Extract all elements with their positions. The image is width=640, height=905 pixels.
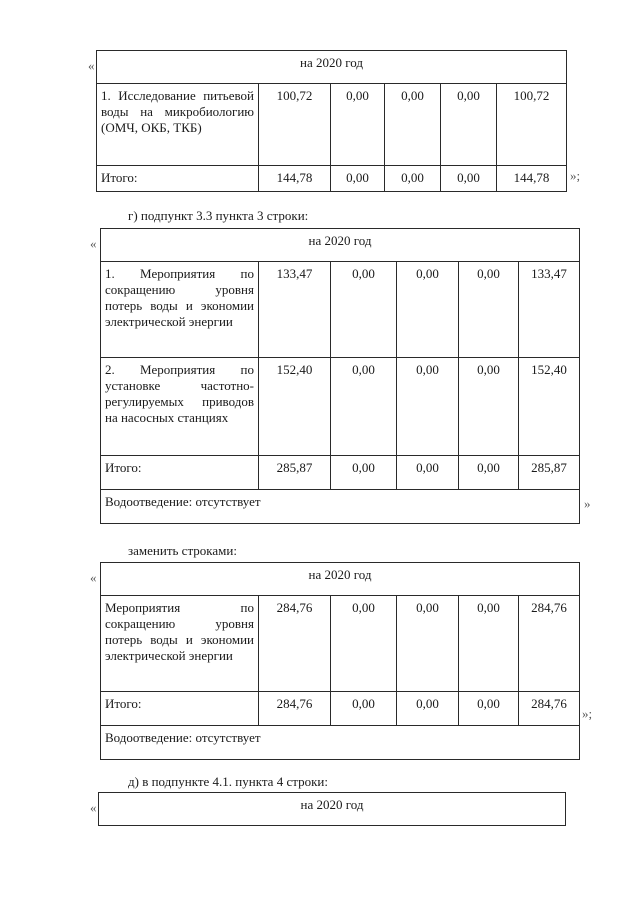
value-cell: 0,00 <box>441 166 497 192</box>
table-header-row <box>101 563 580 596</box>
value-cell: 0,00 <box>397 358 459 456</box>
value-cell: 284,76 <box>519 692 580 726</box>
value-cell: 152,40 <box>519 358 580 456</box>
close-quote: »; <box>582 706 593 721</box>
value-cell: 0,00 <box>385 166 441 192</box>
value-cell: 0,00 <box>331 358 397 456</box>
open-quote: « <box>90 236 97 251</box>
value-cell: 0,00 <box>331 166 385 192</box>
value-cell: 144,78 <box>497 166 567 192</box>
value-cell: 0,00 <box>459 692 519 726</box>
value-cell: 0,00 <box>459 358 519 456</box>
table-1 <box>96 50 567 192</box>
value-cell: 0,00 <box>385 84 441 166</box>
value-cell: 100,72 <box>497 84 567 166</box>
value-cell: 0,00 <box>459 456 519 490</box>
paragraph-d: д) в подпункте 4.1. пункта 4 строки: <box>128 774 328 789</box>
value-cell: 0,00 <box>397 596 459 692</box>
footer-note: Водоотведение: отсутствует <box>101 726 580 760</box>
value-cell: 152,40 <box>259 358 331 456</box>
table-3 <box>100 562 580 760</box>
table-header-row <box>97 51 567 84</box>
value-cell: 133,47 <box>259 262 331 358</box>
value-cell: 0,00 <box>331 262 397 358</box>
year-header: на 2020 год <box>101 563 580 596</box>
value-cell: 100,72 <box>259 84 331 166</box>
value-cell: 0,00 <box>331 456 397 490</box>
year-header: на 2020 год <box>97 51 567 84</box>
total-row <box>97 166 567 192</box>
value-cell: 0,00 <box>331 692 397 726</box>
footer-note: Водоотведение: отсутствует <box>101 490 580 524</box>
value-cell: 0,00 <box>331 84 385 166</box>
value-cell: 284,76 <box>259 692 331 726</box>
table-row <box>101 262 580 358</box>
value-cell: 0,00 <box>397 456 459 490</box>
row-name: Итого: <box>101 692 259 726</box>
value-cell: 144,78 <box>259 166 331 192</box>
footer-row <box>101 490 580 524</box>
table-header-row <box>101 229 580 262</box>
table-4 <box>98 792 566 826</box>
table-2 <box>100 228 580 524</box>
open-quote: « <box>90 570 97 585</box>
value-cell: 0,00 <box>331 596 397 692</box>
value-cell: 133,47 <box>519 262 580 358</box>
value-cell: 284,76 <box>259 596 331 692</box>
close-quote: »; <box>570 168 581 183</box>
value-cell: 285,87 <box>519 456 580 490</box>
row-name: Мероприятия по сокращению уровня потерь воды и экономии электрической энергии <box>101 596 259 692</box>
paragraph-replace: заменить строками: <box>128 543 237 558</box>
value-cell: 0,00 <box>459 262 519 358</box>
row-name: 2. Мероприятия по установке частотно-регулируемых приводов на насосных станциях <box>101 358 259 456</box>
value-cell: 284,76 <box>519 596 580 692</box>
year-header: на 2020 год <box>101 229 580 262</box>
row-name: 1. Мероприятия по сокращению уровня потерь воды и экономии электрической энергии <box>101 262 259 358</box>
year-header: на 2020 год <box>99 793 566 826</box>
table-row <box>97 84 567 166</box>
total-row <box>101 456 580 490</box>
value-cell: 0,00 <box>441 84 497 166</box>
total-row <box>101 692 580 726</box>
row-name: Итого: <box>101 456 259 490</box>
table-row <box>101 596 580 692</box>
value-cell: 285,87 <box>259 456 331 490</box>
close-quote: » <box>584 496 591 511</box>
value-cell: 0,00 <box>459 596 519 692</box>
footer-row <box>101 726 580 760</box>
table-row <box>101 358 580 456</box>
row-name: 1. Исследование питьевой воды на микробиологию (ОМЧ, ОКБ, ТКБ) <box>97 84 259 166</box>
table-header-row <box>99 793 566 826</box>
paragraph-g: г) подпункт 3.3 пункта 3 строки: <box>128 208 309 223</box>
row-name: Итого: <box>97 166 259 192</box>
value-cell: 0,00 <box>397 262 459 358</box>
open-quote: « <box>88 58 95 73</box>
open-quote: « <box>90 800 97 815</box>
value-cell: 0,00 <box>397 692 459 726</box>
